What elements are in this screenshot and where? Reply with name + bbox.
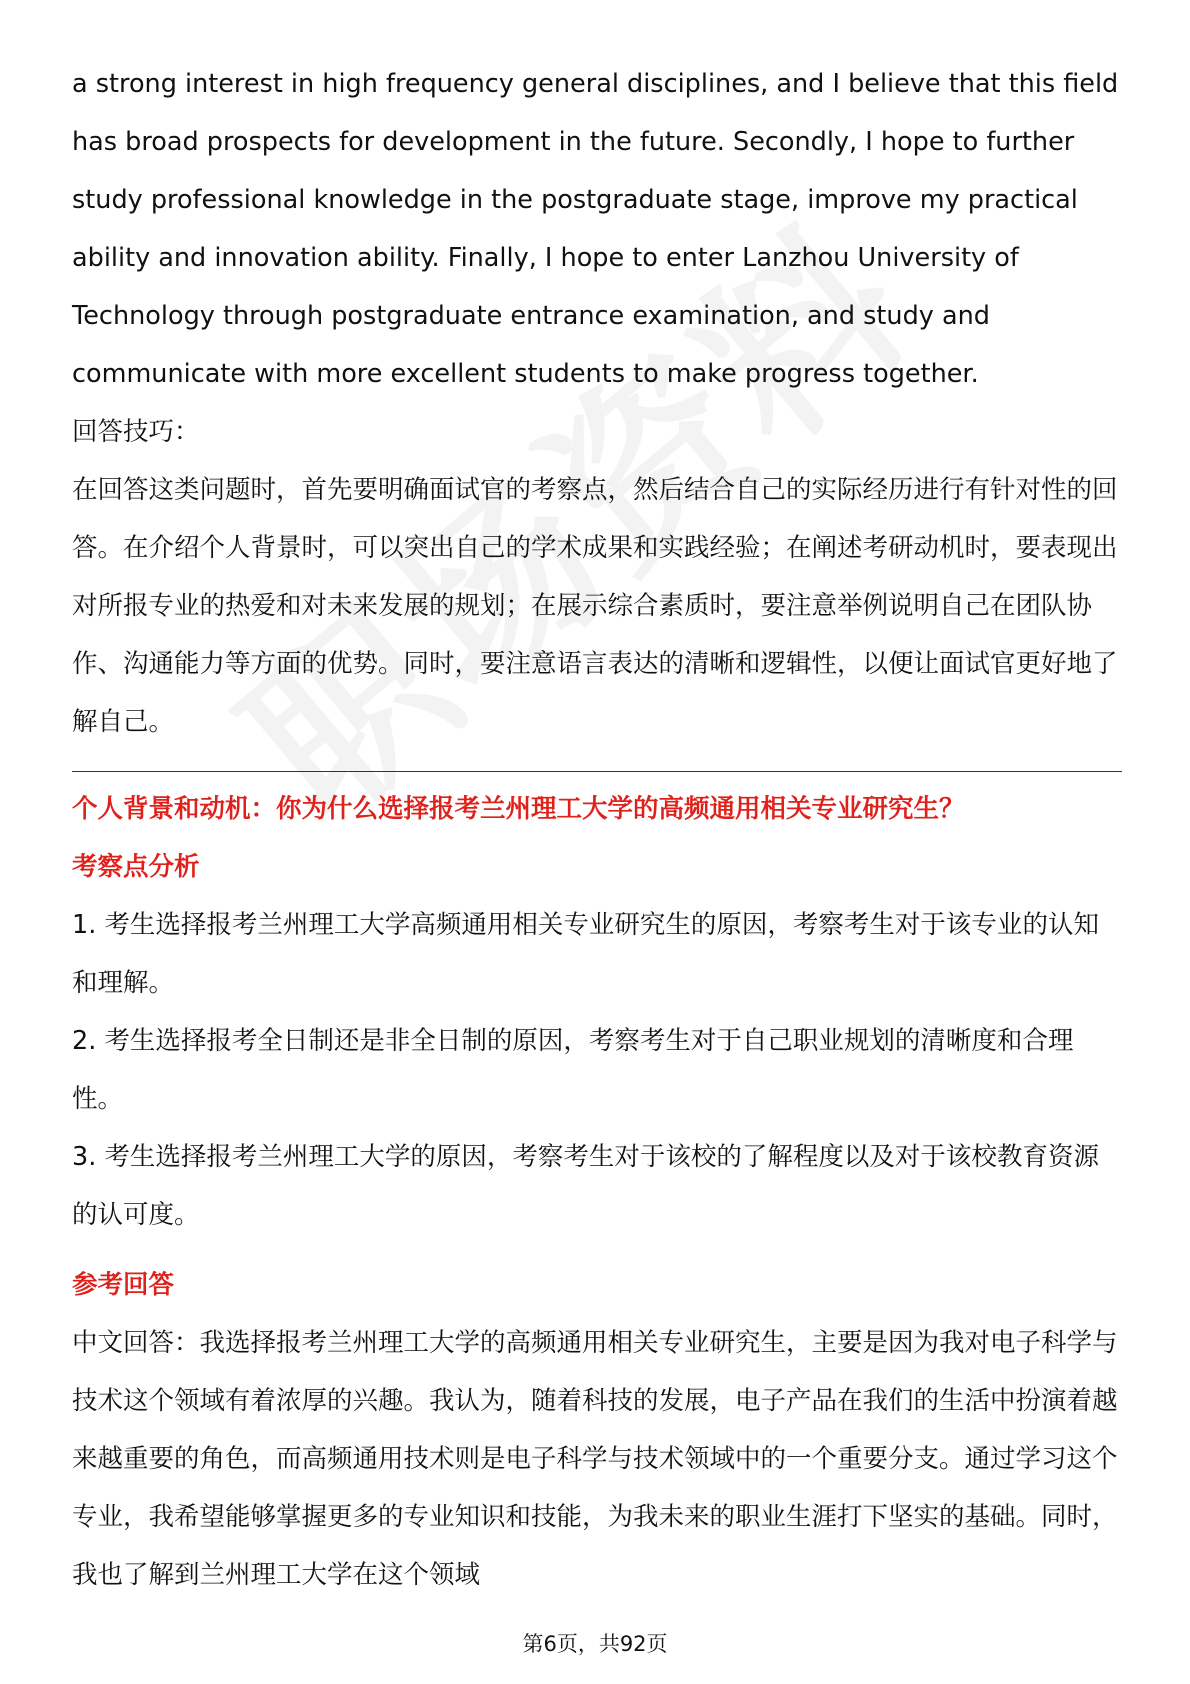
reference-heading: 参考回答	[72, 1270, 175, 1300]
analysis-item: 1. 考生选择报考兰州理工大学高频通用相关专业研究生的原因，考察考生对于该专业的认知和理解。	[72, 910, 1099, 998]
analysis-item: 3. 考生选择报考兰州理工大学的原因，考察考生对于该校的了解程度以及对于该校教育资源的认可度。	[72, 1142, 1099, 1230]
intro-english-paragraph: a strong interest in high frequency general disciplines, and I believe that this field has broad prospects for development in the future. Secondly, I hope to further study professional knowledge in the postgraduate stage, improve my practical ability and innovation ability. Finally, I hope to enter Lanzhou University of Technology through postgraduate entrance examination, and study and communicate with more excellent students to make progress together.	[72, 69, 1119, 389]
page-number-footer: 第6页，共92页	[522, 1632, 668, 1656]
question-heading: 个人背景和动机：你为什么选择报考兰州理工大学的高频通用相关专业研究生？	[72, 794, 965, 824]
analysis-item: 2. 考生选择报考全日制还是非全日制的原因，考察考生对于自己职业规划的清晰度和合理性。	[72, 1026, 1074, 1114]
section-divider	[72, 771, 1122, 772]
tips-heading: 回答技巧：	[72, 417, 200, 447]
analysis-heading: 考察点分析	[72, 852, 200, 882]
tips-paragraph: 在回答这类问题时，首先要明确面试官的考察点，然后结合自己的实际经历进行有针对性的回答。在介绍个人背景时，可以突出自己的学术成果和实践经验；在阐述考研动机时，要表现出对所报专业的热爱和对未来发展的规划；在展示综合素质时，要注意举例说明自己在团队协作、沟通能力等方面的优势。同时，要注意语言表达的清晰和逻辑性，以便让面试官更好地了解自己。	[72, 475, 1118, 737]
reference-paragraph: 中文回答：我选择报考兰州理工大学的高频通用相关专业研究生，主要是因为我对电子科学与技术这个领域有着浓厚的兴趣。我认为，随着科技的发展，电子产品在我们的生活中扮演着越来越重要的角色，而高频通用技术则是电子科学与技术领域中的一个重要分支。通过学习这个专业，我希望能够掌握更多的专业知识和技能，为我未来的职业生涯打下坚实的基础。同时，我也了解到兰州理工大学在这个领域	[72, 1328, 1118, 1590]
page-content	[72, 55, 1122, 1604]
